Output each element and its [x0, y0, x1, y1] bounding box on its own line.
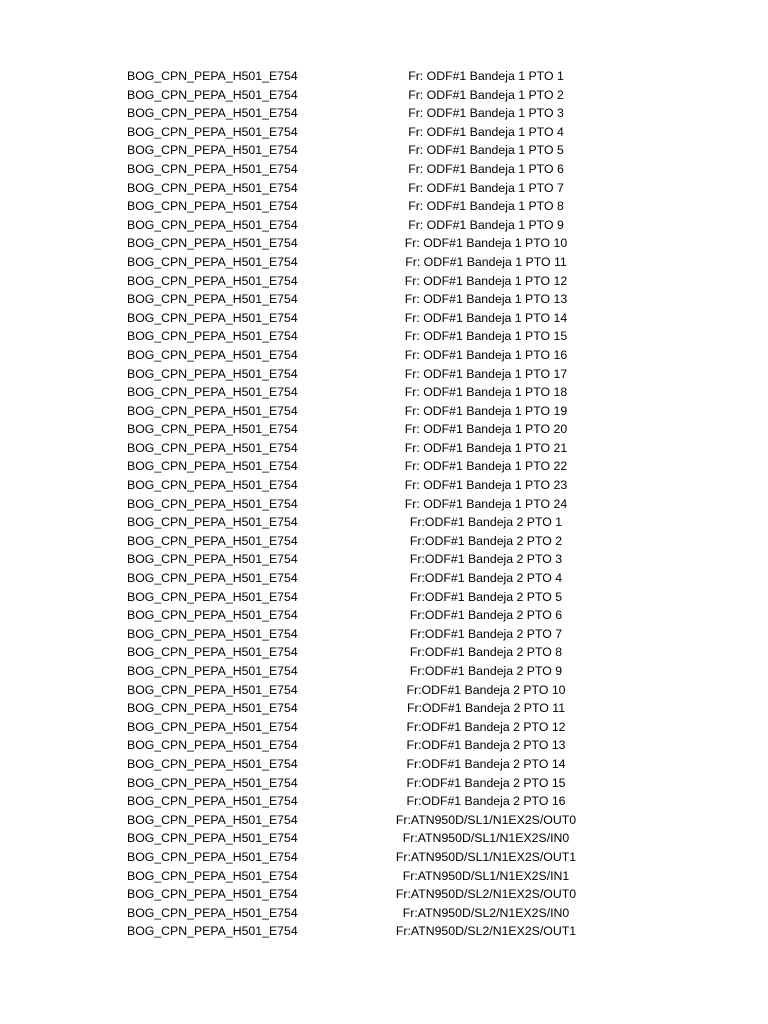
- port-description-cell: Fr:ODF#1 Bandeja 2 PTO 9: [409, 664, 563, 678]
- table-row: [0, 848, 768, 867]
- device-name-cell: BOG_CPN_PEPA_H501_E754: [127, 478, 298, 493]
- device-name-cell: BOG_CPN_PEPA_H501_E754: [127, 217, 298, 232]
- device-name-cell: BOG_CPN_PEPA_H501_E754: [127, 292, 298, 307]
- device-name-cell: BOG_CPN_PEPA_H501_E754: [127, 199, 298, 214]
- port-description-cell: Fr: ODF#1 Bandeja 1 PTO 11: [405, 254, 567, 269]
- port-description-cell: Fr:ATN950D/SL1/N1EX2S/IN0: [402, 831, 570, 846]
- table-row: [0, 606, 768, 625]
- port-description-cell: Fr: ODF#1 Bandeja 1 PTO 23: [404, 478, 568, 493]
- device-name-cell: BOG_CPN_PEPA_H501_E754: [127, 273, 298, 288]
- port-description-cell: Fr: ODF#1 Bandeja 1 PTO 1: [408, 69, 564, 83]
- table-row: [0, 829, 768, 848]
- device-name-cell: BOG_CPN_PEPA_H501_E754: [127, 403, 298, 418]
- table-row: [0, 197, 768, 216]
- table-row: [0, 234, 768, 253]
- table-row: [0, 922, 768, 941]
- device-name-cell: BOG_CPN_PEPA_H501_E754: [127, 254, 298, 269]
- table-row: [0, 569, 768, 588]
- port-description-cell: Fr:ODF#1 Bandeja 2 PTO 5: [409, 589, 563, 604]
- table-row: [0, 532, 768, 551]
- table-row: [0, 662, 768, 681]
- port-description-cell: Fr: ODF#1 Bandeja 1 PTO 20: [404, 422, 568, 437]
- port-description-cell: Fr: ODF#1 Bandeja 1 PTO 10: [404, 236, 568, 251]
- port-description-cell: Fr: ODF#1 Bandeja 1 PTO 14: [404, 310, 568, 325]
- port-description-cell: Fr:ODF#1 Bandeja 2 PTO 2: [409, 533, 563, 548]
- table-row: [0, 290, 768, 309]
- table-row: [0, 792, 768, 811]
- port-description-cell: Fr:ODF#1 Bandeja 2 PTO 3: [409, 552, 563, 567]
- device-name-cell: BOG_CPN_PEPA_H501_E754: [127, 236, 298, 251]
- table-row: [0, 272, 768, 291]
- table-row: [0, 86, 768, 105]
- table-row: [0, 495, 768, 514]
- table-row: [0, 216, 768, 235]
- device-name-cell: BOG_CPN_PEPA_H501_E754: [127, 533, 298, 548]
- port-description-cell: Fr:ATN950D/SL2/N1EX2S/OUT0: [395, 887, 577, 902]
- port-description-cell: Fr: ODF#1 Bandeja 1 PTO 16: [404, 347, 568, 362]
- table-row: [0, 718, 768, 737]
- table-row: [0, 811, 768, 830]
- device-name-cell: BOG_CPN_PEPA_H501_E754: [127, 682, 298, 697]
- device-name-cell: BOG_CPN_PEPA_H501_E754: [127, 571, 298, 586]
- device-name-cell: BOG_CPN_PEPA_H501_E754: [127, 608, 298, 623]
- port-description-cell: Fr: ODF#1 Bandeja 1 PTO 24: [404, 496, 568, 511]
- table-row: [0, 383, 768, 402]
- table-row: [0, 699, 768, 718]
- port-description-cell: Fr: ODF#1 Bandeja 1 PTO 9: [408, 217, 564, 232]
- port-description-cell: Fr: ODF#1 Bandeja 1 PTO 3: [408, 106, 564, 121]
- table-row: [0, 774, 768, 793]
- device-name-cell: BOG_CPN_PEPA_H501_E754: [127, 924, 298, 939]
- table-row: [0, 179, 768, 198]
- device-name-cell: BOG_CPN_PEPA_H501_E754: [127, 310, 298, 325]
- table-row: [0, 160, 768, 179]
- device-name-cell: BOG_CPN_PEPA_H501_E754: [127, 69, 298, 83]
- table-row: [0, 402, 768, 421]
- device-name-cell: BOG_CPN_PEPA_H501_E754: [127, 626, 298, 641]
- device-name-cell: BOG_CPN_PEPA_H501_E754: [127, 849, 298, 864]
- document-table: [0, 67, 768, 941]
- port-description-cell: Fr:ATN950D/SL2/N1EX2S/OUT1: [395, 924, 577, 939]
- table-row: [0, 867, 768, 886]
- port-description-cell: Fr:ODF#1 Bandeja 2 PTO 14: [406, 756, 566, 771]
- device-name-cell: BOG_CPN_PEPA_H501_E754: [127, 385, 298, 400]
- device-name-cell: BOG_CPN_PEPA_H501_E754: [127, 664, 298, 678]
- table-row: [0, 457, 768, 476]
- port-description-cell: Fr: ODF#1 Bandeja 1 PTO 2: [408, 87, 564, 102]
- table-row: [0, 309, 768, 328]
- device-name-cell: BOG_CPN_PEPA_H501_E754: [127, 440, 298, 455]
- device-name-cell: BOG_CPN_PEPA_H501_E754: [127, 589, 298, 604]
- port-description-cell: Fr: ODF#1 Bandeja 1 PTO 17: [404, 366, 568, 381]
- device-name-cell: BOG_CPN_PEPA_H501_E754: [127, 868, 298, 883]
- device-name-cell: BOG_CPN_PEPA_H501_E754: [127, 775, 298, 790]
- port-description-cell: Fr:ODF#1 Bandeja 2 PTO 6: [409, 608, 563, 623]
- port-description-cell: Fr: ODF#1 Bandeja 1 PTO 18: [404, 385, 568, 400]
- table-row: [0, 681, 768, 700]
- device-name-cell: BOG_CPN_PEPA_H501_E754: [127, 106, 298, 121]
- device-name-cell: BOG_CPN_PEPA_H501_E754: [127, 124, 298, 139]
- port-description-cell: Fr:ODF#1 Bandeja 2 PTO 8: [409, 645, 563, 660]
- device-name-cell: BOG_CPN_PEPA_H501_E754: [127, 719, 298, 734]
- port-description-cell: Fr:ODF#1 Bandeja 2 PTO 11: [406, 701, 566, 716]
- table-row: [0, 513, 768, 532]
- device-name-cell: BOG_CPN_PEPA_H501_E754: [127, 366, 298, 381]
- device-name-cell: BOG_CPN_PEPA_H501_E754: [127, 496, 298, 511]
- table-row: [0, 755, 768, 774]
- port-description-cell: Fr:ODF#1 Bandeja 2 PTO 16: [406, 794, 566, 809]
- table-row: [0, 67, 768, 86]
- device-name-cell: BOG_CPN_PEPA_H501_E754: [127, 329, 298, 344]
- port-description-cell: Fr:ATN950D/SL1/N1EX2S/IN1: [402, 868, 570, 883]
- table-row: [0, 123, 768, 142]
- port-description-cell: Fr:ODF#1 Bandeja 2 PTO 12: [406, 719, 566, 734]
- port-description-cell: Fr:ATN950D/SL1/N1EX2S/OUT1: [395, 849, 577, 864]
- device-name-cell: BOG_CPN_PEPA_H501_E754: [127, 422, 298, 437]
- device-name-cell: BOG_CPN_PEPA_H501_E754: [127, 756, 298, 771]
- table-row: [0, 141, 768, 160]
- port-description-cell: Fr: ODF#1 Bandeja 1 PTO 8: [408, 199, 564, 214]
- device-name-cell: BOG_CPN_PEPA_H501_E754: [127, 887, 298, 902]
- table-row: [0, 904, 768, 923]
- port-description-cell: Fr: ODF#1 Bandeja 1 PTO 5: [408, 143, 564, 158]
- port-description-cell: Fr: ODF#1 Bandeja 1 PTO 13: [404, 292, 568, 307]
- port-description-cell: Fr: ODF#1 Bandeja 1 PTO 4: [408, 124, 564, 139]
- device-name-cell: BOG_CPN_PEPA_H501_E754: [127, 347, 298, 362]
- table-row: [0, 550, 768, 569]
- table-row: [0, 104, 768, 123]
- device-name-cell: BOG_CPN_PEPA_H501_E754: [127, 180, 298, 195]
- device-name-cell: BOG_CPN_PEPA_H501_E754: [127, 794, 298, 809]
- port-description-cell: Fr:ODF#1 Bandeja 2 PTO 10: [406, 682, 566, 697]
- device-name-cell: BOG_CPN_PEPA_H501_E754: [127, 515, 298, 530]
- port-description-cell: Fr:ODF#1 Bandeja 2 PTO 13: [406, 738, 566, 753]
- device-name-cell: BOG_CPN_PEPA_H501_E754: [127, 552, 298, 567]
- port-description-cell: Fr: ODF#1 Bandeja 1 PTO 22: [404, 459, 568, 474]
- port-description-cell: Fr: ODF#1 Bandeja 1 PTO 19: [404, 403, 568, 418]
- device-name-cell: BOG_CPN_PEPA_H501_E754: [127, 905, 298, 920]
- table-row: [0, 588, 768, 607]
- device-name-cell: BOG_CPN_PEPA_H501_E754: [127, 143, 298, 158]
- table-row: [0, 365, 768, 384]
- port-description-cell: Fr:ODF#1 Bandeja 2 PTO 1: [409, 515, 563, 530]
- table-row: [0, 643, 768, 662]
- port-description-cell: Fr: ODF#1 Bandeja 1 PTO 7: [408, 180, 564, 195]
- device-name-cell: BOG_CPN_PEPA_H501_E754: [127, 831, 298, 846]
- device-name-cell: BOG_CPN_PEPA_H501_E754: [127, 812, 298, 827]
- port-description-cell: Fr: ODF#1 Bandeja 1 PTO 12: [404, 273, 568, 288]
- device-name-cell: BOG_CPN_PEPA_H501_E754: [127, 87, 298, 102]
- table-row: [0, 885, 768, 904]
- device-name-cell: BOG_CPN_PEPA_H501_E754: [127, 161, 298, 176]
- table-row: [0, 439, 768, 458]
- device-name-cell: BOG_CPN_PEPA_H501_E754: [127, 459, 298, 474]
- port-description-cell: Fr:ODF#1 Bandeja 2 PTO 4: [409, 571, 563, 586]
- device-name-cell: BOG_CPN_PEPA_H501_E754: [127, 645, 298, 660]
- table-row: [0, 625, 768, 644]
- port-description-cell: Fr:ODF#1 Bandeja 2 PTO 15: [406, 775, 566, 790]
- port-description-cell: Fr:ATN950D/SL2/N1EX2S/IN0: [402, 905, 570, 920]
- table-row: [0, 476, 768, 495]
- port-description-cell: Fr: ODF#1 Bandeja 1 PTO 21: [404, 440, 568, 455]
- port-description-cell: Fr: ODF#1 Bandeja 1 PTO 15: [404, 329, 568, 344]
- device-name-cell: BOG_CPN_PEPA_H501_E754: [127, 738, 298, 753]
- port-description-cell: Fr:ATN950D/SL1/N1EX2S/OUT0: [395, 812, 577, 827]
- table-row: [0, 736, 768, 755]
- table-row: [0, 253, 768, 272]
- table-row: [0, 327, 768, 346]
- port-description-cell: Fr:ODF#1 Bandeja 2 PTO 7: [409, 626, 563, 641]
- device-name-cell: BOG_CPN_PEPA_H501_E754: [127, 701, 298, 716]
- table-row: [0, 346, 768, 365]
- port-description-cell: Fr: ODF#1 Bandeja 1 PTO 6: [408, 161, 564, 176]
- table-row: [0, 420, 768, 439]
